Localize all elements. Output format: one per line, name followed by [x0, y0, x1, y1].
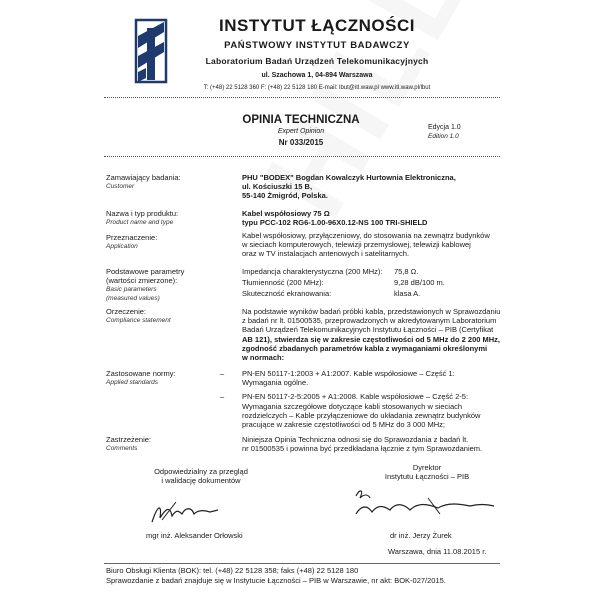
application-line: oraz w TV instalacjach antenowych i satelitarnych. — [242, 249, 410, 259]
parameters-label2: (wartości zmierzone): — [106, 276, 178, 285]
standard-line: PN-EN 50117-2-5:2005 + A1:2008. Kable współosiowe – Część 2-5: — [242, 392, 469, 402]
standard-item — [220, 369, 480, 387]
compliance-value — [242, 307, 500, 362]
standards-label-en: Applied standards — [106, 379, 159, 386]
institute-address: ul. Szachowa 1, 04-894 Warszawa — [261, 72, 373, 79]
right-signatory-title — [342, 463, 512, 481]
product-line: Kabel współosiowy 75 Ω — [242, 209, 330, 218]
product-label-block — [106, 209, 178, 227]
compliance-line: AB 121), stwierdza się w zakresie częstotliwości od 5 MHz do 2 200 MHz, — [242, 334, 501, 344]
left-signatory-title — [116, 467, 286, 485]
parameters-label-en: Basic parameters — [106, 286, 157, 293]
standard-line: Wymagania ogólne. — [242, 378, 309, 388]
comments-label-block — [106, 435, 151, 453]
compliance-label: Orzeczenie: — [106, 307, 147, 316]
customer-label: Zamawiający badania: — [106, 173, 181, 182]
parameters-label-en2: (measured values) — [106, 295, 160, 302]
document-number: Nr 033/2015 — [278, 138, 324, 147]
right-signatory-name: dr inż. Jerzy Żurek — [390, 531, 452, 540]
footer-line-2: Sprawozdanie z badań znajduje się w Instytucie Łączności – PIB w Warszawie, nr akt: BOK-027/2015. — [106, 576, 446, 585]
standards-list — [220, 369, 480, 429]
signatory-title-line: Instytutu Łączności – PIB — [384, 472, 470, 481]
application-value — [242, 231, 490, 259]
compliance-label-en: Compliance statement — [106, 317, 171, 324]
parameter-row — [242, 267, 502, 278]
customer-label-en: Customer — [106, 183, 135, 190]
document-title-en: Expert Opinion — [277, 128, 325, 135]
compliance-line: zgodność zbadanych parametrów kabla z wymaganiami określonymi — [242, 343, 488, 353]
comments-label-en: Comments — [106, 445, 138, 452]
product-value — [242, 209, 427, 227]
customer-line: ul. Kościuszki 15 B, — [242, 182, 313, 192]
application-line: Kabel współosiowy, przyłączeniowy, do stosowania na zewnątrz budynków — [242, 231, 490, 240]
parameter-row — [242, 289, 502, 300]
parameters-table — [242, 267, 502, 300]
list-dash: – — [220, 392, 225, 402]
edition: Edycja 1.0 — [428, 124, 461, 131]
compliance-line: Badań Urządzeń Telekomunikacyjnych Instytutu Łączności – PIB (Certyfikat — [242, 325, 494, 335]
institute-subtitle: PAŃSTWOWY INSTYTUT BADAWCZY — [224, 40, 410, 51]
standard-line: Wymagania szczegółowe dotyczące kabli stosowanych w sieciach — [242, 401, 463, 411]
parameter-name: Tłumienność (200 MHz): — [242, 278, 324, 287]
parameter-name: Skuteczność ekranowania: — [242, 289, 332, 298]
parameter-value: 9,28 dB/100 m. — [394, 278, 445, 287]
right-signature-icon — [348, 484, 498, 520]
comments-line: Niniejsza Opinia Techniczna odnosi się do Sprawozdania z badań lt. — [242, 435, 469, 444]
left-signature-icon — [148, 500, 228, 526]
document-title: OPINIA TECHNICZNA — [242, 114, 360, 126]
application-label-block — [106, 233, 157, 251]
edition-en: Edition 1.0 — [428, 133, 459, 140]
customer-label-block — [106, 173, 181, 191]
parameter-name: Impedancja charakterystyczna (200 MHz): — [242, 267, 383, 276]
standard-item — [220, 392, 480, 429]
compliance-label-block — [106, 307, 171, 325]
application-label: Przeznaczenie: — [106, 233, 158, 242]
customer-value — [242, 173, 456, 201]
comments-label: Zastrzeżenie: — [106, 435, 152, 444]
comments-value — [242, 435, 482, 453]
signatory-title-line: Dyrektor — [412, 463, 442, 472]
application-line: w sieciach komputerowych, telewizji przemysłowej, telewizji kablowej — [242, 240, 471, 250]
comments-line: nr 01500535 i powinna być przedkładana łącznie z tym Sprawozdaniem. — [242, 444, 483, 454]
customer-line: 55-140 Żmigród, Polska. — [242, 191, 328, 201]
standards-label: Zastosowane normy: — [106, 369, 176, 378]
footer-divider — [104, 563, 500, 564]
parameters-label-block — [106, 267, 184, 303]
signatory-title-line: Odpowiedzialny za przegląd — [154, 467, 248, 476]
compliance-line: Na podstawie wyników badań próbki kabla, przedstawionych w Sprawozdaniu — [242, 307, 501, 316]
parameter-value: klasa A. — [394, 289, 421, 298]
standard-line: PN-EN 50117-1:2003 + A1:2007. Kable współosiowe – Część 1: — [242, 369, 455, 378]
product-label: Nazwa i typ produktu: — [106, 209, 179, 218]
standard-line: rozdzielczych – Kable przyłączeniowe do układania zewnątrz budynków — [242, 410, 481, 420]
document-page — [86, 0, 516, 600]
left-signatory-name: mgr inż. Aleksander Orłowski — [146, 531, 243, 540]
parameter-row — [242, 278, 502, 289]
laboratory-name: Laboratorium Badań Urządzeń Telekomunikacyjnych — [205, 56, 429, 66]
place-date: Warszawa, dnia 11.08.2015 r. — [388, 547, 487, 556]
standard-line: pracujące w zakresie częstotliwości od 5 MHz do 3 000 MHz; — [242, 420, 445, 430]
product-label-en: Product name and type — [106, 219, 174, 226]
parameters-label: Podstawowe parametry — [106, 267, 185, 276]
compliance-line: z badań nr lt. 01500535, przeprowadzonych w akredytowanym Laboratorium — [242, 316, 497, 326]
title-divider — [104, 156, 500, 157]
standards-label-block — [106, 369, 176, 387]
institute-name: INSTYTUT ŁĄCZNOŚCI — [219, 16, 415, 35]
application-label-en: Application — [106, 243, 138, 250]
compliance-line: w normach: — [242, 353, 285, 363]
header-divider — [104, 97, 500, 98]
list-dash: – — [220, 369, 225, 378]
institute-contact: T: (+48) 22 5128 360 F: (+48) 22 5128 180 E-mail: lbut@itl.waw.pl www.itl.waw.pl/lbut — [203, 85, 431, 91]
footer-line-1: Biuro Obsługi Klienta (BOK): tel. (+48) 22 5128 358; faks (+48) 22 5128 180 — [106, 566, 359, 575]
product-line: typu PCC-102 RG6-1.00-96X0.12-NS 100 TRI-SHIELD — [242, 218, 428, 228]
parameter-value: 75,8 Ω. — [394, 267, 419, 276]
signatory-title-line: i walidację dokumentów — [161, 476, 241, 485]
customer-line: PHU "BODEX" Bogdan Kowalczyk Hurtownia Elektroniczna, — [242, 173, 456, 182]
